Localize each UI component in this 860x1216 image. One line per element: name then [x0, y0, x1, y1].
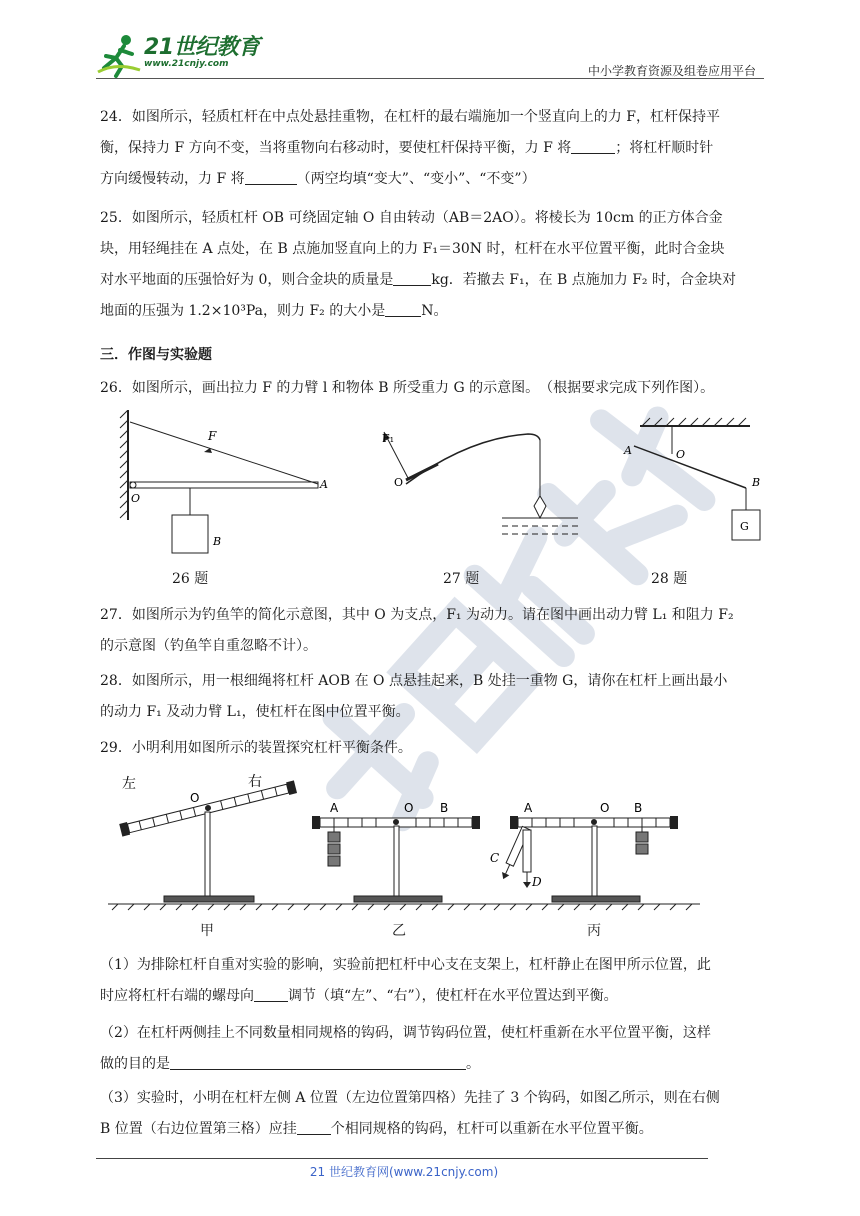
- header-divider: [96, 78, 764, 79]
- fig26-label-B: B: [213, 535, 222, 548]
- q29-p1-line-2: 时应将杠杆右端的螺母向 调节（填“左”、“右”），使杠杆在水平位置达到平衡。: [100, 988, 618, 1004]
- fig-jia-right-label: 右: [248, 774, 262, 790]
- figure-bing: [490, 798, 700, 914]
- q29-p2-line-2: 做的目的是 。: [100, 1056, 480, 1072]
- fig27-label-O: O: [394, 476, 404, 489]
- q29-p1-line-1: （1）为排除杠杆自重对实验的影响，实验前把杠杆中心支在支架上，杠杆静止在图甲所示位置，此: [100, 957, 711, 973]
- figure-bing-caption: 丙: [587, 923, 601, 939]
- answer-blank[interactable]: [170, 1056, 466, 1070]
- fig28-label-B: B: [752, 476, 761, 489]
- page-footer[interactable]: 21 世纪教育网(www.21cnjy.com): [309, 1165, 499, 1179]
- figure-28: [620, 412, 770, 552]
- logo-runner-icon: [96, 32, 142, 78]
- question-24: [100, 102, 764, 195]
- q28-line-2: 的动力 F₁ 及动力臂 L₁，使杠杆在图中位置平衡。: [100, 704, 410, 720]
- fig28-label-G: G: [740, 520, 749, 533]
- fig-yi-label-A: A: [330, 801, 339, 815]
- fig-bing-label-B: B: [634, 801, 643, 815]
- answer-blank[interactable]: [254, 988, 288, 1002]
- section-title: 三．作图与实验题: [100, 347, 212, 363]
- figure-jia: [108, 768, 308, 914]
- question-25: [100, 203, 764, 327]
- figure-27-caption: 27 题: [443, 571, 480, 587]
- fig-jia-left-label: 左: [122, 776, 136, 792]
- fig-jia-label-O: O: [190, 791, 200, 805]
- figure-yi-caption: 乙: [392, 923, 406, 939]
- fig-yi-label-O: O: [404, 801, 414, 815]
- page-header: [96, 28, 764, 82]
- figure-28-caption: 28 题: [651, 571, 688, 587]
- q29-p3-line-2: B 位置（右边位置第三格）应挂 个相同规格的钩码，杠杆可以重新在水平位置平衡。: [100, 1121, 653, 1137]
- answer-blank[interactable]: [571, 140, 615, 154]
- q25-line-3: 对水平地面的压强恰好为 0，则合金块的质量是 kg．若撤去 F₁，在 B 点施加力 F₂ 时，合金块对: [100, 272, 736, 288]
- q25-line-4: 地面的压强为 1.2×10³Pa，则力 F₂ 的大小是 N。: [100, 303, 448, 319]
- q24-line-1: 24．如图所示，轻质杠杆在中点处悬挂重物，在杠杆的最右端施加一个竖直向上的力 F，杠杆保持平: [100, 109, 720, 125]
- answer-blank[interactable]: [297, 1121, 331, 1135]
- question-28: [100, 666, 764, 728]
- question-29-part-2: [100, 1018, 764, 1080]
- q29-p3-line-1: （3）实验时，小明在杠杆左侧 A 位置（左边位置第四格）先挂了 3 个钩码，如图乙所示，则在右侧: [100, 1090, 720, 1106]
- figure-26: [118, 410, 338, 560]
- answer-blank[interactable]: [245, 171, 297, 185]
- question-29-stem: 29．小明利用如图所示的装置探究杠杆平衡条件。: [100, 740, 412, 756]
- q27-line-1: 27．如图所示为钓鱼竿的简化示意图，其中 O 为支点，F₁ 为动力。请在图中画出动力臂 L₁ 和阻力 F₂: [100, 607, 734, 623]
- fig26-label-F: F: [208, 429, 217, 443]
- figure-26-caption: 26 题: [172, 571, 209, 587]
- question-29-part-3: [100, 1083, 764, 1145]
- fig-yi-label-B: B: [440, 801, 449, 815]
- answer-blank[interactable]: [385, 303, 421, 317]
- question-27: [100, 600, 764, 662]
- fig26-label-A: A: [320, 478, 328, 491]
- figure-jia-caption: 甲: [200, 923, 214, 939]
- figure-yi: [300, 798, 500, 914]
- q27-line-2: 的示意图（钓鱼竿自重忽略不计）。: [100, 638, 317, 654]
- fig26-label-O: O: [131, 492, 141, 505]
- fig28-label-O: O: [676, 448, 686, 461]
- q25-line-2: 块，用轻绳挂在 A 点处，在 B 点施加竖直向上的力 F₁＝30N 时，杠杆在水平位置平衡，此时合金块: [100, 241, 725, 257]
- fig-bing-label-D: D: [532, 875, 542, 889]
- fig-bing-label-A: A: [524, 801, 533, 815]
- q25-line-1: 25．如图所示，轻质杠杆 OB 可绕固定轴 O 自由转动（AB＝2AO）。将棱长为 10cm 的正方体合金: [100, 210, 723, 226]
- q24-line-2: 衡，保持力 F 方向不变，当将重物向右移动时，要使杠杆保持平衡，力 F 将 ；将杠杆顺时针: [100, 140, 714, 156]
- fig27-label-F1: F₁: [382, 432, 395, 445]
- question-29-part-1: [100, 950, 764, 1012]
- logo-text: 21世纪教育: [144, 35, 260, 60]
- answer-blank[interactable]: [393, 272, 431, 286]
- figure-27: [378, 418, 578, 558]
- question-26: 26．如图所示，画出拉力 F 的力臂 l 和物体 B 所受重力 G 的示意图。 （根据要求完成下列作图）。: [100, 380, 715, 396]
- fig-bing-label-O: O: [600, 801, 610, 815]
- platform-name: 中小学教育资源及组卷应用平台: [587, 64, 756, 78]
- logo-url: www.21cnjy.com: [144, 59, 229, 69]
- q24-line-3: 方向缓慢转动，力 F 将 （两空均填“变大”、“变小”、“不变”）: [100, 171, 536, 187]
- q29-p2-line-1: （2）在杠杆两侧挂上不同数量相同规格的钩码，调节钩码位置，使杠杆重新在水平位置平衡，这样: [100, 1025, 711, 1041]
- q28-line-1: 28．如图所示，用一根细绳将杠杆 AOB 在 O 点悬挂起来，B 处挂一重物 G，请你在杠杆上画出最小: [100, 673, 728, 689]
- fig-bing-label-C: C: [490, 851, 500, 865]
- footer-divider: [96, 1158, 708, 1159]
- fig28-label-A: A: [624, 444, 632, 457]
